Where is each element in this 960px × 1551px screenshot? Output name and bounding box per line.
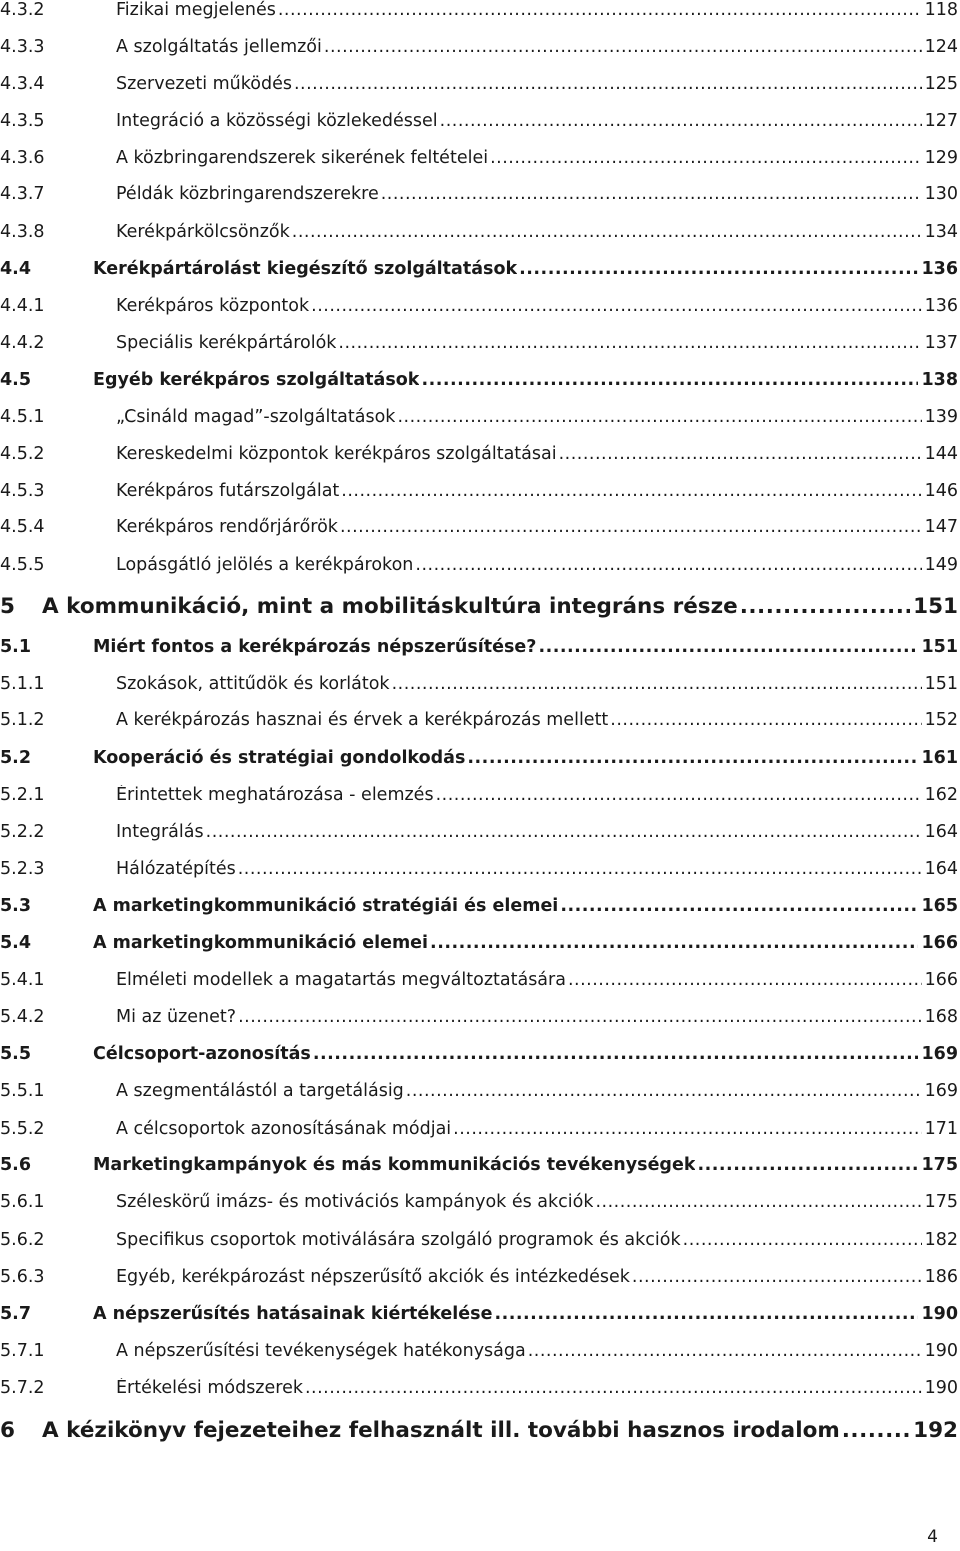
toc-leader-dots bbox=[238, 859, 922, 879]
toc-entry[interactable] bbox=[0, 1081, 960, 1111]
toc-entry-page: 164 bbox=[924, 859, 958, 879]
toc-leader-dots bbox=[610, 710, 921, 730]
toc-leader-dots bbox=[305, 1378, 922, 1398]
toc-entry-title: Széleskörű imázs- és motivációs kampányok és akciók bbox=[116, 1192, 594, 1212]
toc-leader-dots bbox=[559, 444, 922, 464]
toc-leader-dots bbox=[519, 259, 918, 279]
toc-entry[interactable] bbox=[0, 1119, 960, 1149]
toc-entry-title: A népszerűsítési tevékenységek hatékonysága bbox=[116, 1341, 526, 1361]
toc-entry-title: Szervezeti működés bbox=[116, 74, 292, 94]
toc-entry[interactable] bbox=[0, 184, 960, 214]
toc-entry-title: A célcsoportok azonosításának módjai bbox=[116, 1119, 452, 1139]
toc-entry-title: Elméleti modellek a magatartás megváltoztatására bbox=[116, 970, 566, 990]
toc-entry-title: Egyéb, kerékpározást népszerűsítő akciók és intézkedések bbox=[116, 1267, 630, 1287]
toc-entry-number: 5 bbox=[0, 594, 15, 619]
toc-entry-page: 192 bbox=[913, 1418, 958, 1443]
toc-entry-page: 161 bbox=[921, 748, 958, 768]
toc-leader-dots bbox=[430, 933, 918, 953]
toc-entry[interactable] bbox=[0, 148, 960, 178]
toc-entry-page: 138 bbox=[921, 370, 958, 390]
toc-entry-number: 5.5.1 bbox=[0, 1081, 45, 1101]
toc-entry-title: Kerékpáros rendőrjárőrök bbox=[116, 517, 338, 537]
toc-entry[interactable] bbox=[0, 1192, 960, 1222]
toc-entry-title: A népszerűsítés hatásainak kiértékelése bbox=[93, 1304, 493, 1324]
toc-leader-dots bbox=[538, 637, 918, 657]
toc-leader-dots bbox=[294, 74, 922, 94]
toc-leader-dots bbox=[340, 517, 922, 537]
toc-leader-dots bbox=[338, 333, 921, 353]
toc-entry-page: 136 bbox=[921, 259, 958, 279]
toc-entry-number: 4.4.2 bbox=[0, 333, 45, 353]
toc-entry-title: Fizikai megjelenés bbox=[116, 0, 276, 20]
toc-entry[interactable] bbox=[0, 1007, 960, 1037]
toc-entry-number: 5.1.2 bbox=[0, 710, 45, 730]
toc-entry-page: 127 bbox=[924, 111, 958, 131]
toc-entry-page: 186 bbox=[924, 1267, 958, 1287]
toc-entry-number: 4.3.2 bbox=[0, 0, 45, 20]
toc-entry-number: 5.7 bbox=[0, 1304, 32, 1324]
toc-leader-dots bbox=[406, 1081, 922, 1101]
toc-entry-number: 4.5.2 bbox=[0, 444, 45, 464]
toc-entry-number: 4.3.6 bbox=[0, 148, 45, 168]
toc-entry[interactable] bbox=[0, 0, 960, 30]
toc-leader-dots bbox=[381, 184, 922, 204]
toc-entry-page: 166 bbox=[924, 970, 958, 990]
toc-entry-number: 6 bbox=[0, 1418, 15, 1443]
toc-entry-title: Értékelési módszerek bbox=[116, 1378, 303, 1398]
toc-leader-dots bbox=[632, 1267, 922, 1287]
toc-entry-number: 4.5.4 bbox=[0, 517, 45, 537]
toc-entry[interactable] bbox=[0, 859, 960, 889]
toc-entry-page: 162 bbox=[924, 785, 958, 805]
toc-entry-page: 169 bbox=[921, 1044, 958, 1064]
toc-entry-number: 5.4 bbox=[0, 933, 32, 953]
toc-entry-page: 151 bbox=[913, 594, 958, 619]
toc-leader-dots bbox=[560, 896, 918, 916]
toc-entry-title: Szokások, attitűdök és korlátok bbox=[116, 674, 390, 694]
toc-entry[interactable] bbox=[0, 674, 960, 704]
toc-entry-page: 149 bbox=[924, 555, 958, 575]
toc-entry-page: 165 bbox=[921, 896, 958, 916]
toc-entry-page: 130 bbox=[924, 184, 958, 204]
toc-entry-page: 134 bbox=[924, 222, 958, 242]
toc-entry-number: 4.4 bbox=[0, 259, 32, 279]
toc-entry-title: Érintettek meghatározása - elemzés bbox=[116, 785, 434, 805]
toc-entry-number: 5.2.2 bbox=[0, 822, 45, 842]
toc-entry-title: Marketingkampányok és más kommunikációs tevékenységek bbox=[93, 1155, 696, 1175]
toc-entry[interactable] bbox=[0, 710, 960, 740]
toc-entry[interactable] bbox=[0, 594, 960, 624]
toc-entry[interactable] bbox=[0, 222, 960, 252]
toc-entry-page: 175 bbox=[924, 1192, 958, 1212]
toc-leader-dots bbox=[206, 822, 922, 842]
toc-entry-title: Példák közbringarendszerekre bbox=[116, 184, 379, 204]
toc-leader-dots bbox=[453, 1119, 921, 1139]
toc-entry-title: Célcsoport-azonosítás bbox=[93, 1044, 311, 1064]
toc-entry-number: 4.3.4 bbox=[0, 74, 45, 94]
toc-entry-number: 4.3.5 bbox=[0, 111, 45, 131]
toc-entry-title: „Csináld magad”-szolgáltatások bbox=[116, 407, 396, 427]
toc-entry-number: 5.4.2 bbox=[0, 1007, 45, 1027]
toc-entry-page: 137 bbox=[924, 333, 958, 353]
toc-entry-title: Kerékpáros központok bbox=[116, 296, 310, 316]
toc-entry-title: A kézikönyv fejezeteihez felhasznált ill. további hasznos irodalom bbox=[42, 1418, 840, 1443]
toc-entry-number: 4.5.1 bbox=[0, 407, 45, 427]
toc-entry-page: 164 bbox=[924, 822, 958, 842]
toc-entry[interactable] bbox=[0, 1304, 960, 1334]
toc-entry-page: 125 bbox=[924, 74, 958, 94]
toc-leader-dots bbox=[494, 1304, 918, 1324]
toc-leader-dots bbox=[568, 970, 922, 990]
toc-leader-dots bbox=[421, 370, 918, 390]
toc-entry[interactable] bbox=[0, 1341, 960, 1371]
toc-leader-dots bbox=[842, 1418, 910, 1443]
toc-entry-page: 136 bbox=[924, 296, 958, 316]
toc-entry-number: 5.4.1 bbox=[0, 970, 45, 990]
toc-leader-dots bbox=[392, 674, 922, 694]
toc-entry-title: Kereskedelmi központok kerékpáros szolgáltatásai bbox=[116, 444, 557, 464]
toc-leader-dots bbox=[490, 148, 922, 168]
toc-entry-number: 4.4.1 bbox=[0, 296, 45, 316]
toc-leader-dots bbox=[528, 1341, 922, 1361]
toc-entry-number: 5.6 bbox=[0, 1155, 32, 1175]
toc-entry-title: A szegmentálástól a targetálásig bbox=[116, 1081, 404, 1101]
toc-entry-page: 152 bbox=[924, 710, 958, 730]
toc-entry-number: 4.5.3 bbox=[0, 481, 45, 501]
toc-entry[interactable] bbox=[0, 74, 960, 104]
toc-entry-title: Mi az üzenet? bbox=[116, 1007, 237, 1027]
toc-entry[interactable] bbox=[0, 1230, 960, 1260]
toc-entry[interactable] bbox=[0, 1044, 960, 1074]
toc-entry[interactable] bbox=[0, 896, 960, 926]
toc-entry-number: 4.3.7 bbox=[0, 184, 45, 204]
toc-entry-title: Egyéb kerékpáros szolgáltatások bbox=[93, 370, 420, 390]
toc-entry-number: 4.5.5 bbox=[0, 555, 45, 575]
toc-entry[interactable] bbox=[0, 637, 960, 667]
toc-entry-number: 5.7.2 bbox=[0, 1378, 45, 1398]
toc-entry[interactable] bbox=[0, 296, 960, 326]
toc-entry-page: 151 bbox=[924, 674, 958, 694]
toc-entry-number: 4.3.3 bbox=[0, 37, 45, 57]
toc-entry-page: 166 bbox=[921, 933, 958, 953]
toc-leader-dots bbox=[740, 594, 910, 619]
toc-entry-number: 5.3 bbox=[0, 896, 32, 916]
toc-leader-dots bbox=[341, 481, 921, 501]
toc-entry-title: Kerékpárkölcsönzők bbox=[116, 222, 290, 242]
page-number: 4 bbox=[927, 1527, 938, 1547]
toc-entry-title: A marketingkommunikáció stratégiái és elemei bbox=[93, 896, 559, 916]
toc-entry-number: 5.5.2 bbox=[0, 1119, 45, 1139]
toc-entry-title: A kerékpározás hasznai és érvek a kerékpározás mellett bbox=[116, 710, 609, 730]
toc-entry[interactable] bbox=[0, 933, 960, 963]
toc-entry-title: A közbringarendszerek sikerének feltételei bbox=[116, 148, 489, 168]
toc-leader-dots bbox=[440, 111, 922, 131]
toc-entry[interactable] bbox=[0, 517, 960, 547]
toc-entry[interactable] bbox=[0, 970, 960, 1000]
toc-entry-page: 118 bbox=[924, 0, 958, 20]
toc-entry-title: A kommunikáció, mint a mobilitáskultúra integráns része bbox=[42, 594, 738, 619]
toc-entry-page: 146 bbox=[924, 481, 958, 501]
toc-entry[interactable] bbox=[0, 785, 960, 815]
toc-entry-number: 5.7.1 bbox=[0, 1341, 45, 1361]
toc-entry-title: Speciális kerékpártárolók bbox=[116, 333, 337, 353]
toc-entry-page: 175 bbox=[921, 1155, 958, 1175]
toc-entry-title: Kooperáció és stratégiai gondolkodás bbox=[93, 748, 466, 768]
toc-entry-page: 139 bbox=[924, 407, 958, 427]
toc-entry-number: 5.1.1 bbox=[0, 674, 45, 694]
toc-entry-title: Specifikus csoportok motiválására szolgáló programok és akciók bbox=[116, 1230, 681, 1250]
toc-leader-dots bbox=[697, 1155, 918, 1175]
toc-entry-title: A szolgáltatás jellemzői bbox=[116, 37, 322, 57]
toc-entry-page: 151 bbox=[921, 637, 958, 657]
toc-entry-title: Miért fontos a kerékpározás népszerűsítése? bbox=[93, 637, 537, 657]
toc-leader-dots bbox=[595, 1192, 921, 1212]
toc-entry-title: Lopásgátló jelölés a kerékpárokon bbox=[116, 555, 414, 575]
toc-entry-page: 182 bbox=[924, 1230, 958, 1250]
toc-entry[interactable] bbox=[0, 444, 960, 474]
toc-entry-page: 124 bbox=[924, 37, 958, 57]
toc-entry-page: 169 bbox=[924, 1081, 958, 1101]
toc-entry-number: 4.5 bbox=[0, 370, 32, 390]
toc-entry[interactable] bbox=[0, 748, 960, 778]
toc-entry-page: 171 bbox=[924, 1119, 958, 1139]
toc-entry-number: 5.6.1 bbox=[0, 1192, 45, 1212]
toc-entry-page: 190 bbox=[921, 1304, 958, 1324]
toc-entry-page: 168 bbox=[924, 1007, 958, 1027]
toc-entry[interactable] bbox=[0, 555, 960, 585]
toc-entry-title: Kerékpártárolást kiegészítő szolgáltatások bbox=[93, 259, 518, 279]
toc-entry[interactable] bbox=[0, 259, 960, 289]
toc-entry[interactable] bbox=[0, 111, 960, 141]
toc-entry-number: 5.5 bbox=[0, 1044, 32, 1064]
toc-entry[interactable] bbox=[0, 481, 960, 511]
toc-entry-title: A marketingkommunikáció elemei bbox=[93, 933, 429, 953]
toc-entry[interactable] bbox=[0, 1155, 960, 1185]
toc-entry[interactable] bbox=[0, 1267, 960, 1297]
toc-entry-page: 144 bbox=[924, 444, 958, 464]
toc-leader-dots bbox=[324, 37, 922, 57]
toc-entry-number: 5.1 bbox=[0, 637, 32, 657]
toc-entry-number: 5.2.1 bbox=[0, 785, 45, 805]
toc-leader-dots bbox=[292, 222, 922, 242]
toc-entry-page: 190 bbox=[924, 1341, 958, 1361]
toc-leader-dots bbox=[436, 785, 922, 805]
toc-entry[interactable] bbox=[0, 1418, 960, 1448]
toc-entry-page: 190 bbox=[924, 1378, 958, 1398]
toc-entry[interactable] bbox=[0, 407, 960, 437]
toc-leader-dots bbox=[397, 407, 921, 427]
toc-leader-dots bbox=[313, 1044, 919, 1064]
toc-entry[interactable] bbox=[0, 1378, 960, 1408]
toc-leader-dots bbox=[683, 1230, 922, 1250]
toc-entry-title: Hálózatépítés bbox=[116, 859, 236, 879]
toc-entry-page: 129 bbox=[924, 148, 958, 168]
toc-entry-number: 4.3.8 bbox=[0, 222, 45, 242]
toc-entry-number: 5.2 bbox=[0, 748, 32, 768]
toc-entry-title: Integráció a közösségi közlekedéssel bbox=[116, 111, 438, 131]
toc-leader-dots bbox=[238, 1007, 922, 1027]
toc-leader-dots bbox=[415, 555, 921, 575]
toc-entry[interactable] bbox=[0, 37, 960, 67]
toc-entry-number: 5.2.3 bbox=[0, 859, 45, 879]
toc-entry-page: 147 bbox=[924, 517, 958, 537]
toc-entry[interactable] bbox=[0, 370, 960, 400]
toc-entry[interactable] bbox=[0, 822, 960, 852]
toc-entry-number: 5.6.2 bbox=[0, 1230, 45, 1250]
toc-entry-number: 5.6.3 bbox=[0, 1267, 45, 1287]
toc-entry-title: Integrálás bbox=[116, 822, 204, 842]
toc-leader-dots bbox=[278, 0, 922, 20]
toc-leader-dots bbox=[467, 748, 918, 768]
toc-entry-title: Kerékpáros futárszolgálat bbox=[116, 481, 340, 501]
toc-entry[interactable] bbox=[0, 333, 960, 363]
toc-leader-dots bbox=[311, 296, 921, 316]
